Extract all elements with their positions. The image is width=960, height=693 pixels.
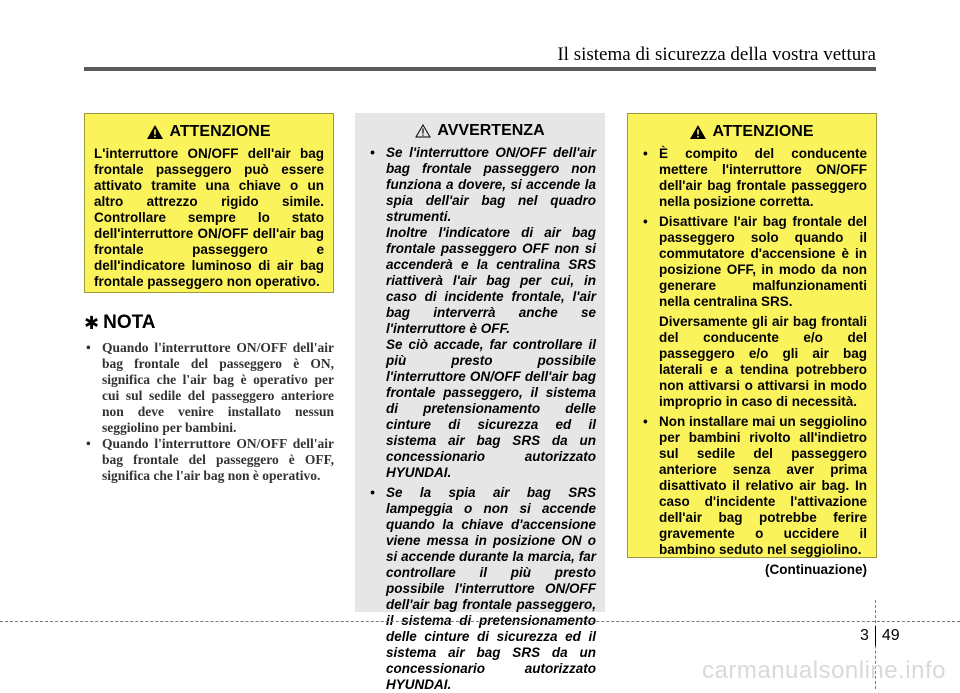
note-section — [84, 312, 334, 484]
note-list — [84, 340, 334, 484]
header-rule — [84, 67, 876, 71]
watermark: carmanualsonline.info — [702, 657, 946, 684]
note-title: ✱ NOTA — [84, 312, 156, 333]
warning-item: • Non installare mai un seggiolino per bambini rivolto all'indietro sul sedile del passeggero anteriore senza aver prima disattivato il relativo air bag. In caso d'incidente l'attivazione dell'air bag potrebbe ferire gravemente o uccidere il bambino seduto nel seggiolino. — [637, 414, 867, 558]
warning-item: • È compito del conducente mettere l'interruttore ON/OFF dell'air bag frontale passeggero nella posizione corretta. — [637, 146, 867, 210]
continued-label: (Continuazione) — [765, 562, 867, 577]
caution-box-middle-title: AVVERTENZA — [364, 121, 596, 141]
chapter-number: 3 — [860, 627, 869, 644]
note-item: • Quando l'interruttore ON/OFF dell'air bag frontale del passeggero è OFF, significa che l'air bag non è operativo. — [84, 436, 334, 484]
warning-box-right — [627, 113, 877, 577]
caution-item: • Se l'interruttore ON/OFF dell'air bag frontale passeggero non funziona a dovere, si accende la spia dell'air bag nel quadro strumenti. Inoltre l'indicatore di air bag frontale passeggero OFF non si accenderà e la centralina SRS riattiverà l'air bag per cui, in caso di incidente frontale, l'air bag interverrà anche se l'interruttore è OFF. Se ciò accade, far controllare il più presto possibile l'interruttore ON/OFF dell'air bag frontale passeggero, il sistema di pretensionamento delle cinture di sicurezza ed il sistema air bag SRS da un concessionario autorizzato HYUNDAI. — [364, 145, 596, 481]
page-number-separator — [875, 626, 876, 646]
page-number-value: 49 — [881, 627, 900, 644]
warning-subparagraph: Diversamente gli air bag frontali del conducente e/o del passeggero e/o gli air bag laterali e a tendina potrebbero non attivarsi o attivarsi in modo improprio in caso di necessità. — [659, 314, 867, 409]
caution-box-middle — [355, 113, 605, 692]
warning-list — [637, 146, 867, 310]
warning-triangle-icon — [147, 125, 163, 139]
warning-item: • Disattivare l'air bag frontale del passeggero solo quando il commutatore d'accensione è in posizione OFF, in modo da non generare malfunzionamenti nella centralina SRS. — [637, 214, 867, 310]
warning-box-left — [84, 113, 334, 293]
page-number — [860, 626, 900, 646]
page-header-title: Il sistema di sicurezza della vostra vettura — [557, 44, 876, 65]
asterisk-icon: ✱ — [84, 312, 100, 333]
warning-outline-icon — [415, 124, 431, 138]
footer-rule — [0, 621, 960, 622]
warning-box-left-title: ATTENZIONE — [94, 122, 324, 142]
caution-item: • Se la spia air bag SRS lampeggia o non si accende quando la chiave d'accensione viene messa in posizione ON o si accende durante la marcia, far controllare il più presto possibile l'interruttore ON/OFF dell'air bag frontale passeggero, il sistema di pretensionamento delle cinture di sicurezza ed il sistema air bag SRS da un concessionario autorizzato HYUNDAI. — [364, 485, 596, 693]
warning-box-right-title: ATTENZIONE — [637, 122, 867, 142]
warning-box-left-text: L'interruttore ON/OFF dell'air bag frontale passeggero può essere attivato tramite una chiave o un altro attrezzo rigido simile. Controllare sempre lo stato dell'interruttore ON/OFF dell'air bag frontale passeggero e dell'indicatore luminoso di air bag frontale passeggero non operativo. — [94, 146, 324, 289]
warning-triangle-icon — [690, 125, 706, 139]
note-item: • Quando l'interruttore ON/OFF dell'air bag frontale del passeggero è ON, significa che l'air bag è operativo per cui sul sedile del passeggero anteriore non deve venire installato nessun seggiolino per bambini. — [84, 340, 334, 436]
caution-list — [364, 145, 596, 693]
